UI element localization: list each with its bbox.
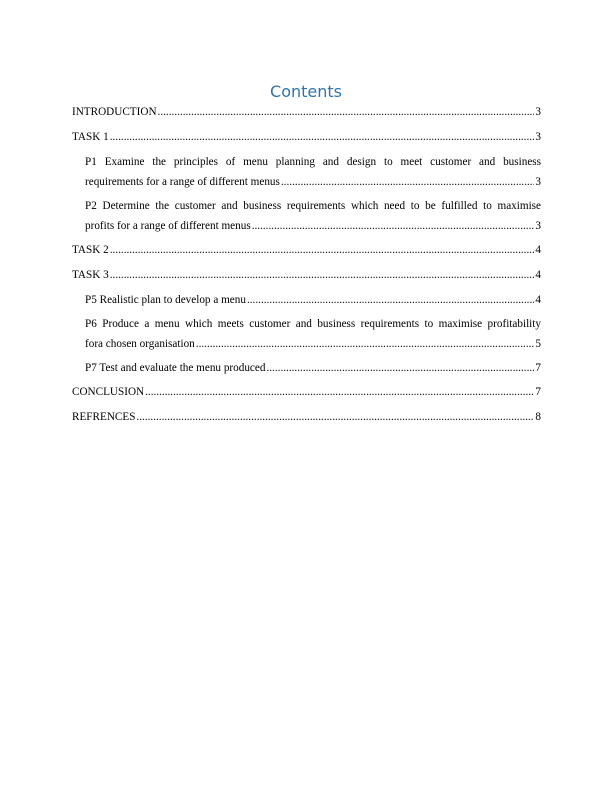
dot-leader [266,358,534,378]
toc-entry-p7[interactable] [72,358,541,378]
toc-entry-p2[interactable] [72,196,541,236]
toc-entry-title-line2: requirements for a range of different menus [85,176,280,188]
toc-page-number: 5 [535,338,541,350]
dot-leader [158,102,535,122]
toc-page-number: 7 [535,362,541,374]
dot-leader [110,240,535,260]
toc-entry-title-line2: fora chosen organisation [85,338,195,350]
toc-entry-title: TASK 1 [72,131,109,143]
toc-entry-title: INTRODUCTION [72,106,157,118]
toc-entry-references[interactable] [72,407,541,427]
toc-page-number: 3 [535,220,541,232]
dot-leader [145,382,534,402]
dot-leader [110,127,535,147]
toc-entry-p1[interactable] [72,152,541,192]
toc-entry-task-2[interactable] [72,240,541,260]
toc-entry-title-line1: P1 Examine the principles of menu planning and design to meet customer and business [85,156,541,168]
toc-entry-title: P5 Realistic plan to develop a menu [85,294,246,306]
toc-page-number: 4 [535,269,541,281]
dot-leader [136,407,534,427]
dot-leader [281,172,535,192]
toc-entry-title-line2: profits for a range of different menus [85,220,251,232]
toc-page-number: 7 [535,386,541,398]
toc-entry-title: P7 Test and evaluate the menu produced [85,362,266,374]
dot-leader [247,290,534,310]
toc-entry-task-3[interactable] [72,265,541,285]
toc-page-number: 3 [535,131,541,143]
toc-entry-title-line1: P2 Determine the customer and business requirements which need to be fulfilled to maximise [85,200,541,212]
dot-leader [252,216,535,236]
toc-page-number: 4 [535,294,541,306]
toc-entry-introduction[interactable] [72,102,541,122]
dot-leader [110,265,535,285]
toc-heading: Contents [270,82,342,101]
toc-page-number: 3 [535,106,541,118]
toc-page-number: 4 [535,244,541,256]
toc-page-number: 8 [535,411,541,423]
toc-entry-p5[interactable] [72,290,541,310]
toc-entry-title: CONCLUSION [72,386,145,398]
toc-entry-title: TASK 2 [72,244,109,256]
toc-entry-task-1[interactable] [72,127,541,147]
toc-entry-title: REFRENCES [72,411,136,423]
dot-leader [196,334,535,354]
toc-entry-title: TASK 3 [72,269,109,281]
toc-entry-conclusion[interactable] [72,382,541,402]
toc-entry-p6[interactable] [72,314,541,354]
toc-entry-title-line1: P6 Produce a menu which meets customer and business requirements to maximise profitability [85,318,541,330]
table-of-contents [72,102,541,432]
toc-page-number: 3 [535,176,541,188]
